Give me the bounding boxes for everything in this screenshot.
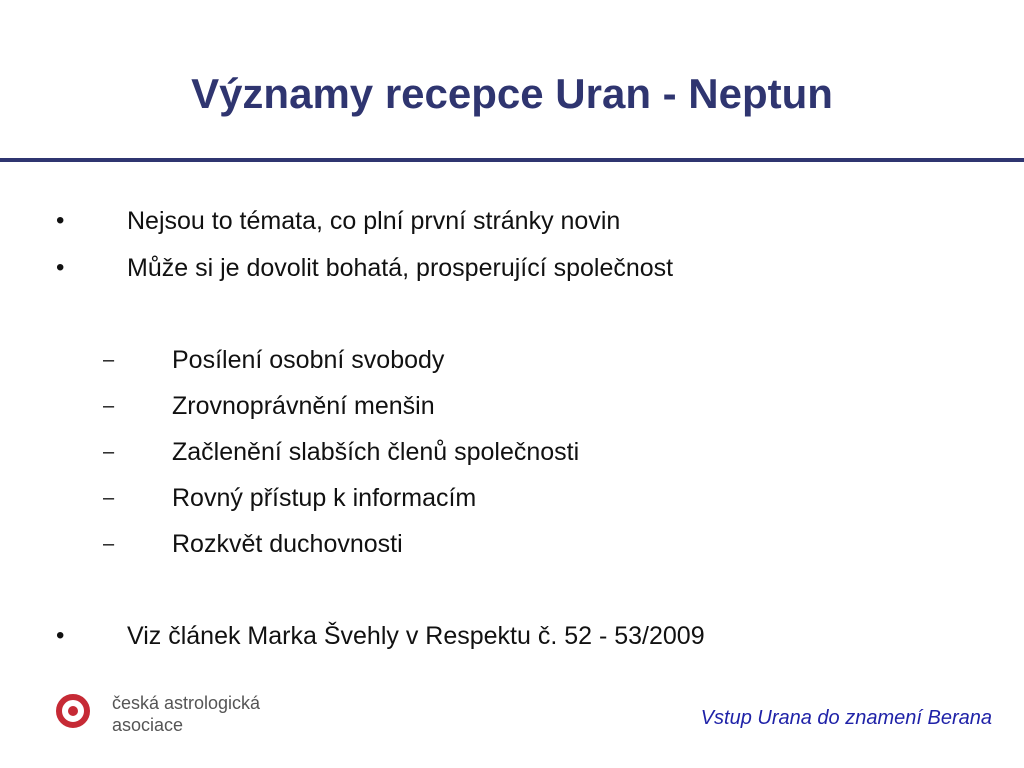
bullet-marker: • <box>56 254 65 281</box>
logo-text <box>112 692 260 736</box>
logo-line-2: asociace <box>112 715 184 735</box>
logo-line-1: česká astrologická <box>112 693 261 713</box>
dash-marker: – <box>103 441 115 463</box>
dash-marker: – <box>103 487 115 509</box>
dash-marker: – <box>103 533 115 555</box>
logo-dot-icon <box>68 706 78 716</box>
bullet-item-3: Viz článek Marka Švehly v Respektu č. 52 - 53/2009 <box>127 622 705 650</box>
bullet-marker: • <box>56 622 65 649</box>
slide-title: Významy recepce Uran - Neptun <box>191 70 833 117</box>
bullet-item-2: Může si je dovolit bohatá, prosperující společnost <box>127 254 674 282</box>
sub-item-5: Rozkvět duchovnosti <box>172 530 403 558</box>
asociace-logo <box>52 690 272 742</box>
footer-note: Vstup Urana do znamení Berana <box>700 707 992 729</box>
sub-item-1: Posílení osobní svobody <box>172 346 445 374</box>
dash-marker: – <box>103 349 115 371</box>
bullet-item-1: Nejsou to témata, co plní první stránky novin <box>127 207 621 235</box>
title-divider <box>0 158 1024 162</box>
sub-item-2: Zrovnoprávnění menšin <box>172 392 435 420</box>
dash-marker: – <box>103 395 115 417</box>
sub-item-4: Rovný přístup k informacím <box>172 484 477 512</box>
sub-item-3: Začlenění slabších členů společnosti <box>172 438 580 466</box>
bullet-marker: • <box>56 207 65 234</box>
